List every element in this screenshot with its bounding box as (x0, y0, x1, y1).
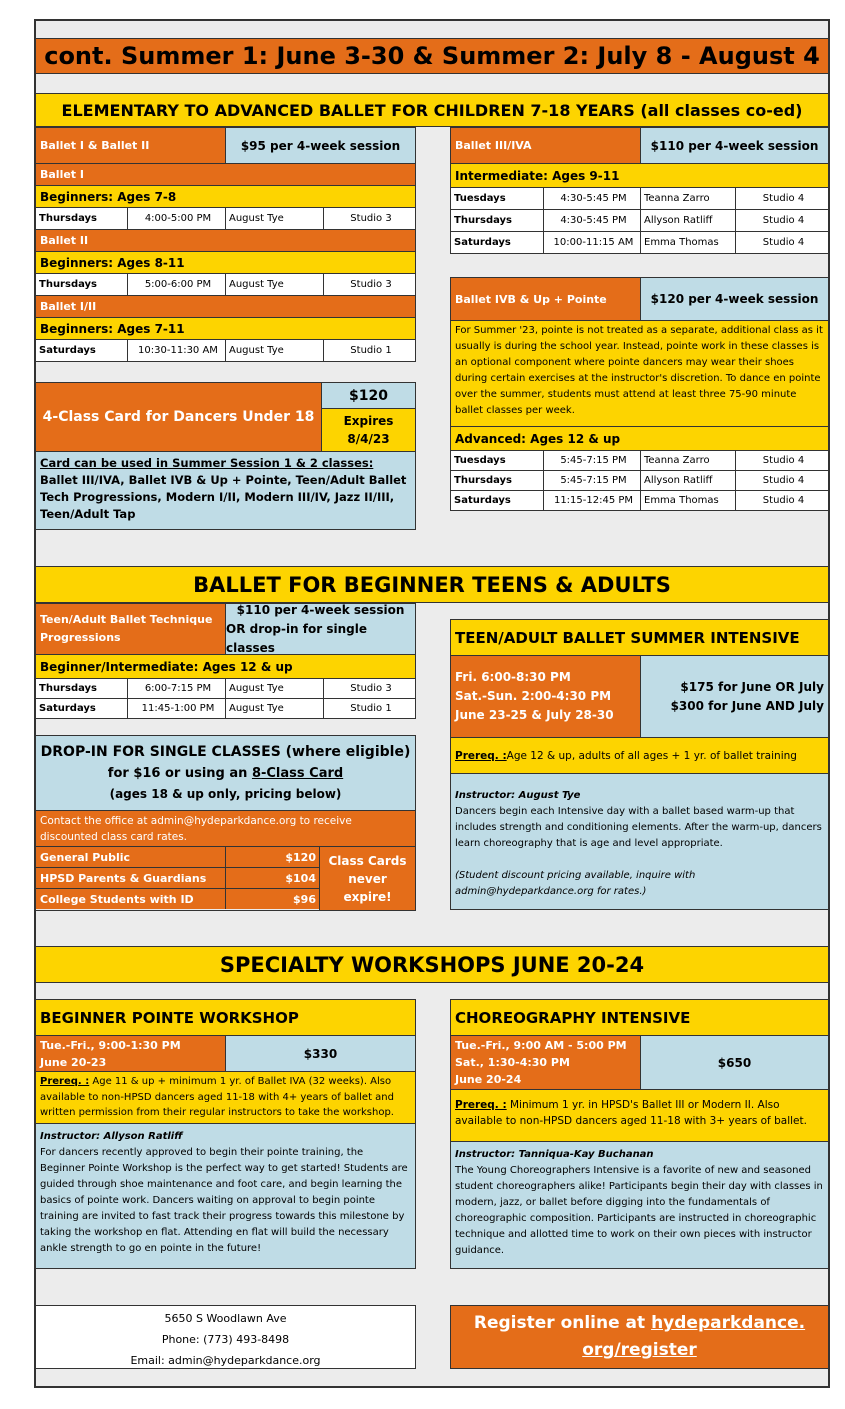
section-title: BALLET FOR BEGINNER TEENS & ADULTS (193, 572, 671, 597)
schedule-row (35, 699, 416, 719)
studio: Studio 4 (762, 475, 805, 486)
never-expire-note: Class Cards never expire! (328, 853, 407, 904)
section-title: ELEMENTARY TO ADVANCED BALLET FOR CHILDREN 7-18 YEARS (all classes co-ed) (61, 100, 803, 120)
workshop-title: BEGINNER POINTE WORKSHOP (40, 1008, 299, 1027)
day: Saturdays (451, 491, 544, 510)
card-label: 4-Class Card for Dancers Under 18 (42, 409, 315, 425)
class-price: $120 per 4-week session (650, 292, 819, 306)
studio: Studio 1 (350, 703, 392, 714)
time: 10:00-11:15 AM (544, 232, 641, 253)
time: 5:45-7:15 PM (544, 471, 641, 490)
card-expires: Expires 8/4/23 (343, 414, 394, 446)
class-title: Ballet I & Ballet II (40, 139, 150, 152)
ballet-iii-iva-block (450, 127, 829, 254)
instructor: Instructor: Allyson Ratliff (40, 1131, 183, 1142)
day: Thursdays (36, 679, 128, 698)
section-heading-elementary (35, 93, 829, 127)
schedule-line: June 23-25 & July 28-30 (455, 708, 614, 722)
schedule-row (35, 274, 416, 296)
email[interactable]: Email: admin@hydeparkdance.org (130, 1354, 321, 1367)
schedule-line: Tue.-Fri., 9:00-1:30 PM (40, 1039, 181, 1052)
teacher: Allyson Ratliff (641, 471, 736, 490)
address: 5650 S Woodlawn Ave (164, 1312, 287, 1325)
teacher: Teanna Zarro (641, 451, 736, 470)
day: Saturdays (36, 699, 128, 718)
time: 6:00-7:15 PM (128, 679, 226, 698)
teacher: August Tye (226, 340, 324, 361)
day: Thursdays (36, 274, 128, 295)
price-value: $104 (285, 871, 316, 885)
day: Thursdays (36, 208, 128, 229)
phone[interactable]: Phone: (773) 493-8498 (161, 1333, 290, 1346)
section-heading-teens (35, 566, 829, 603)
prereq-label: Prereq. : (455, 1099, 507, 1111)
teacher: Teanna Zarro (641, 188, 736, 209)
class-card-link[interactable]: 8-Class Card (251, 766, 344, 781)
day: Thursdays (451, 471, 544, 490)
teacher: August Tye (226, 679, 324, 698)
drop-in-price: for $16 or using an (107, 766, 252, 781)
prereq-text: Minimum 1 yr. in HPSD's Ballet III or Modern II. Also available to non-HPSD dancers aged 11-18 with 3+ years of ballet. (455, 1099, 807, 1127)
workshop-description: For dancers recently approved to begin their pointe training, the Beginner Pointe Workshop is the perfect way to get started! Students are guided through shoe maintenance and foot care, and begin learning the basics of pointe work. Dancers waiting on approval to begin pointe training are invited to fast track their progress towards this milestone by taking the workshop en flat. Attending en flat will build the necessary ankle strength to go en pointe in the future! (40, 1147, 408, 1254)
class-price: $110 per 4-week session (650, 138, 819, 153)
group-level: Intermediate: Ages 9-11 (455, 168, 620, 183)
drop-in-age: (ages 18 & up only, pricing below) (109, 787, 342, 801)
teacher: August Tye (226, 208, 324, 229)
intensive-description: Dancers begin each Intensive day with a ballet based warm-up that includes strength and conditioning elements. After the warm-up, dancers learn choreography that is age and level appropriate. (455, 806, 822, 849)
class-card-block (35, 382, 416, 530)
time: 4:30-5:45 PM (544, 188, 641, 209)
price-line-2: OR drop-in for single classes (226, 621, 367, 655)
instructor: Instructor: Tanniqua-Kay Buchanan (455, 1149, 654, 1160)
class-price: $95 per 4-week session (240, 138, 401, 153)
studio: Studio 4 (762, 495, 805, 506)
studio: Studio 4 (762, 455, 805, 466)
time: 10:30-11:30 AM (128, 340, 226, 361)
schedule-row (450, 491, 829, 511)
class-title: Teen/Adult Ballet Technique Progressions (40, 613, 213, 644)
price-line-1: $110 per 4-week session (236, 602, 405, 617)
pointe-workshop-block (35, 999, 416, 1269)
drop-in-block (35, 735, 416, 911)
group-name: Ballet II (40, 234, 89, 247)
day: Saturdays (36, 340, 128, 361)
prereq-text: Age 11 & up + minimum 1 yr. of Ballet IVA (32 weeks). Also available to non-HPSD dancers aged 11-18 with 4+ years of ballet and written permission from their regular instructors to take the workshop. (40, 1076, 394, 1118)
card-usage-text: Ballet III/IVA, Ballet IVB & Up + Pointe, Teen/Adult Ballet Tech Progressions, Modern I/II, Modern III/IV, Jazz II/III, Teen/Adult Tap (40, 473, 407, 521)
card-price: $120 (349, 387, 388, 404)
section-heading-workshops (35, 946, 829, 983)
pointe-note: For Summer '23, pointe is not treated as a separate, additional class as it usually is during the school year. Instead, pointe work in these classes is an optional component where pointe dancers may wear their shoes during certain exercises at the instructor's discretion. To dance en pointe over the summer, students must attend at least three 75-90 minute ballet classes per week. (450, 321, 829, 427)
teacher: Emma Thomas (641, 491, 736, 510)
studio: Studio 4 (762, 193, 805, 204)
schedule-row (35, 208, 416, 230)
register-link-cont[interactable]: org/register (582, 1340, 697, 1360)
schedule-line: Sat., 1:30-4:30 PM (455, 1056, 570, 1069)
section-title: SPECIALTY WORKSHOPS JUNE 20-24 (219, 952, 645, 977)
teen-tech-block (35, 603, 416, 719)
register-prefix: Register online at (473, 1313, 652, 1333)
schedule-line: Tue.-Fri., 9:00 AM - 5:00 PM (455, 1039, 627, 1052)
contact-block (35, 1305, 416, 1369)
studio: Studio 4 (762, 237, 805, 248)
group-level: Beginners: Ages 8-11 (40, 255, 185, 270)
schedule-row (35, 340, 416, 362)
prereq-text: Age 12 & up, adults of all ages + 1 yr. of ballet training (506, 749, 797, 762)
group-level: Advanced: Ages 12 & up (455, 431, 621, 446)
workshop-title: CHOREOGRAPHY INTENSIVE (455, 1008, 691, 1027)
choreography-block (450, 999, 829, 1269)
teacher: August Tye (226, 274, 324, 295)
studio: Studio 3 (350, 683, 392, 694)
schedule-line: June 20-24 (455, 1073, 522, 1086)
card-usage-heading: Card can be used in Summer Session 1 & 2 classes: (40, 456, 374, 470)
time: 5:00-6:00 PM (128, 274, 226, 295)
price-label: General Public (36, 847, 226, 867)
time: 4:00-5:00 PM (128, 208, 226, 229)
class-title: Ballet IVB & Up + Pointe (455, 292, 607, 306)
schedule-row (35, 679, 416, 699)
day: Tuesdays (451, 188, 544, 209)
studio: Studio 4 (762, 215, 805, 226)
workshop-description: The Young Choreographers Intensive is a favorite of new and seasoned student choreographers alike! Participants begin their day with classes in modern, jazz, or ballet before digging into the fundamentals of choreographic composition. Participants are instructed in choreographic technique and allotted time to work on their own pieces with instructor guidance. (455, 1165, 823, 1256)
group-name: Ballet I (40, 168, 84, 181)
group-level: Beginners: Ages 7-11 (40, 321, 185, 336)
price-line: $175 for June OR July (680, 679, 824, 694)
drop-in-title: DROP-IN FOR SINGLE CLASSES (where eligible) (40, 744, 411, 760)
schedule-row (450, 232, 829, 254)
studio: Studio 1 (350, 345, 392, 356)
discount-note: (Student discount pricing available, inquire with admin@hydeparkdance.org for rates.) (455, 870, 696, 897)
page-header (35, 38, 829, 74)
time: 11:15-12:45 PM (544, 491, 641, 510)
day: Tuesdays (451, 451, 544, 470)
prereq-label: Prereq. : (455, 749, 507, 762)
drop-in-contact: Contact the office at admin@hydeparkdance.org to receive discounted class card rates. (36, 810, 415, 846)
time: 11:45-1:00 PM (128, 699, 226, 718)
teacher: Allyson Ratliff (641, 210, 736, 231)
day: Thursdays (451, 210, 544, 231)
workshop-price: $330 (303, 1046, 338, 1061)
studio: Studio 3 (350, 279, 392, 290)
ballet-ivb-pointe-block (450, 277, 829, 511)
register-block (450, 1305, 829, 1369)
teacher: Emma Thomas (641, 232, 736, 253)
price-value: $120 (285, 850, 316, 864)
day: Saturdays (451, 232, 544, 253)
page-title: cont. Summer 1: June 3-30 & Summer 2: July 8 - August 4 (44, 42, 820, 70)
group-level: Beginners: Ages 7-8 (40, 189, 177, 204)
instructor: Instructor: August Tye (455, 790, 581, 801)
price-line: $300 for June AND July (670, 698, 824, 713)
studio: Studio 3 (350, 213, 392, 224)
ballet-i-ii-block (35, 127, 416, 362)
teacher: August Tye (226, 699, 324, 718)
schedule-line: Sat.-Sun. 2:00-4:30 PM (455, 689, 612, 703)
prereq-label: Prereq. : (40, 1076, 90, 1087)
group-level: Beginner/Intermediate: Ages 12 & up (40, 659, 293, 674)
price-label: HPSD Parents & Guardians (36, 868, 226, 888)
schedule-row (450, 210, 829, 232)
schedule-row (450, 471, 829, 491)
price-value: $96 (293, 892, 316, 906)
class-title: Ballet III/IVA (455, 139, 532, 152)
schedule-line: June 20-23 (40, 1056, 107, 1069)
teen-intensive-block (450, 619, 829, 910)
schedule-line: Fri. 6:00-8:30 PM (455, 670, 571, 684)
schedule-row (450, 451, 829, 471)
time: 5:45-7:15 PM (544, 451, 641, 470)
price-row (36, 847, 319, 868)
group-name: Ballet I/II (40, 300, 97, 313)
intensive-title: TEEN/ADULT BALLET SUMMER INTENSIVE (455, 628, 800, 647)
price-row (36, 868, 319, 889)
register-link[interactable]: hydeparkdance. (651, 1313, 806, 1333)
time: 4:30-5:45 PM (544, 210, 641, 231)
price-label: College Students with ID (36, 889, 226, 909)
price-row (36, 889, 319, 909)
workshop-price: $650 (717, 1055, 752, 1070)
schedule-row (450, 188, 829, 210)
